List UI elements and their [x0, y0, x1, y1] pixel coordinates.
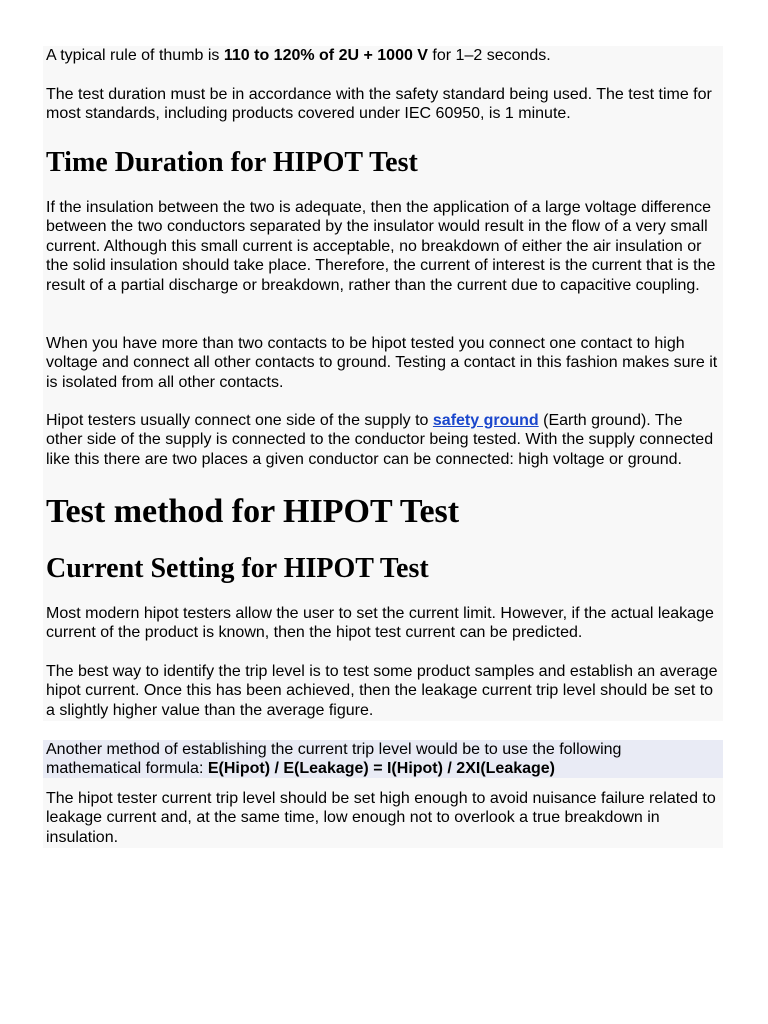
hipot-testers-prefix: Hipot testers usually connect one side of the supply to	[46, 412, 433, 429]
rule-of-thumb-value: 110 to 120% of 2U + 1000 V	[223, 47, 428, 64]
rule-of-thumb-suffix: for 1–2 seconds.	[427, 47, 551, 64]
current-limit-paragraph: Most modern hipot testers allow the user to set the current limit. However, if the actual leakage current of the product is known, then the hipot test current can be predicted.	[46, 605, 714, 642]
rule-of-thumb-paragraph	[46, 46, 720, 65]
trip-level-paragraph: The best way to identify the trip level is to test some product samples and establish an average hipot current. Once this has been achieved, then the leakage current trip level should be set to a slightly higher value than the average figure.	[46, 663, 718, 719]
duration-paragraph: The test duration must be in accordance with the safety standard being used. The test time for most standards, including products covered under IEC 60950, is 1 minute.	[46, 86, 712, 123]
nuisance-paragraph: The hipot tester current trip level should be set high enough to avoid nuisance failure related to leakage current and, at the same time, low enough not to overlook a true breakdown in insulation.	[46, 790, 716, 846]
contacts-paragraph: When you have more than two contacts to be hipot tested you connect one contact to high voltage and connect all other contacts to ground. Testing a contact in this fashion makes sure it is isolated from all other contacts.	[46, 335, 718, 391]
formula-paragraph	[46, 740, 720, 779]
heading-time-duration: Time Duration for HIPOT Test	[46, 147, 418, 178]
formula-expression: E(Hipot) / E(Leakage) = I(Hipot) / 2XI(Leakage)	[207, 760, 556, 778]
heading-current-setting: Current Setting for HIPOT Test	[46, 553, 429, 584]
safety-ground-link[interactable]: safety ground	[432, 412, 539, 429]
insulation-paragraph: If the insulation between the two is adequate, then the application of a large voltage difference between the two conductors separated by the insulator would result in the flow of a very small current. Although this small current is acceptable, no breakdown of either the air insulation or the solid insulation should take place. Therefore, the current of interest is the current that is the result of a partial discharge or breakdown, rather than the current due to capacitive coupling.	[46, 199, 716, 294]
hipot-testers-paragraph	[46, 411, 720, 469]
formula-prefix: Another method of establishing the current trip level would be to use the following mathematical formula:	[46, 741, 622, 778]
heading-test-method: Test method for HIPOT Test	[46, 493, 460, 530]
rule-of-thumb-prefix: A typical rule of thumb is	[46, 47, 224, 64]
hipot-testers-suffix: (Earth ground). The other side of the supply is connected to the conductor being tested. With the supply connected like this there are two places a given conductor can be connected: high voltage or ground.	[46, 412, 714, 468]
